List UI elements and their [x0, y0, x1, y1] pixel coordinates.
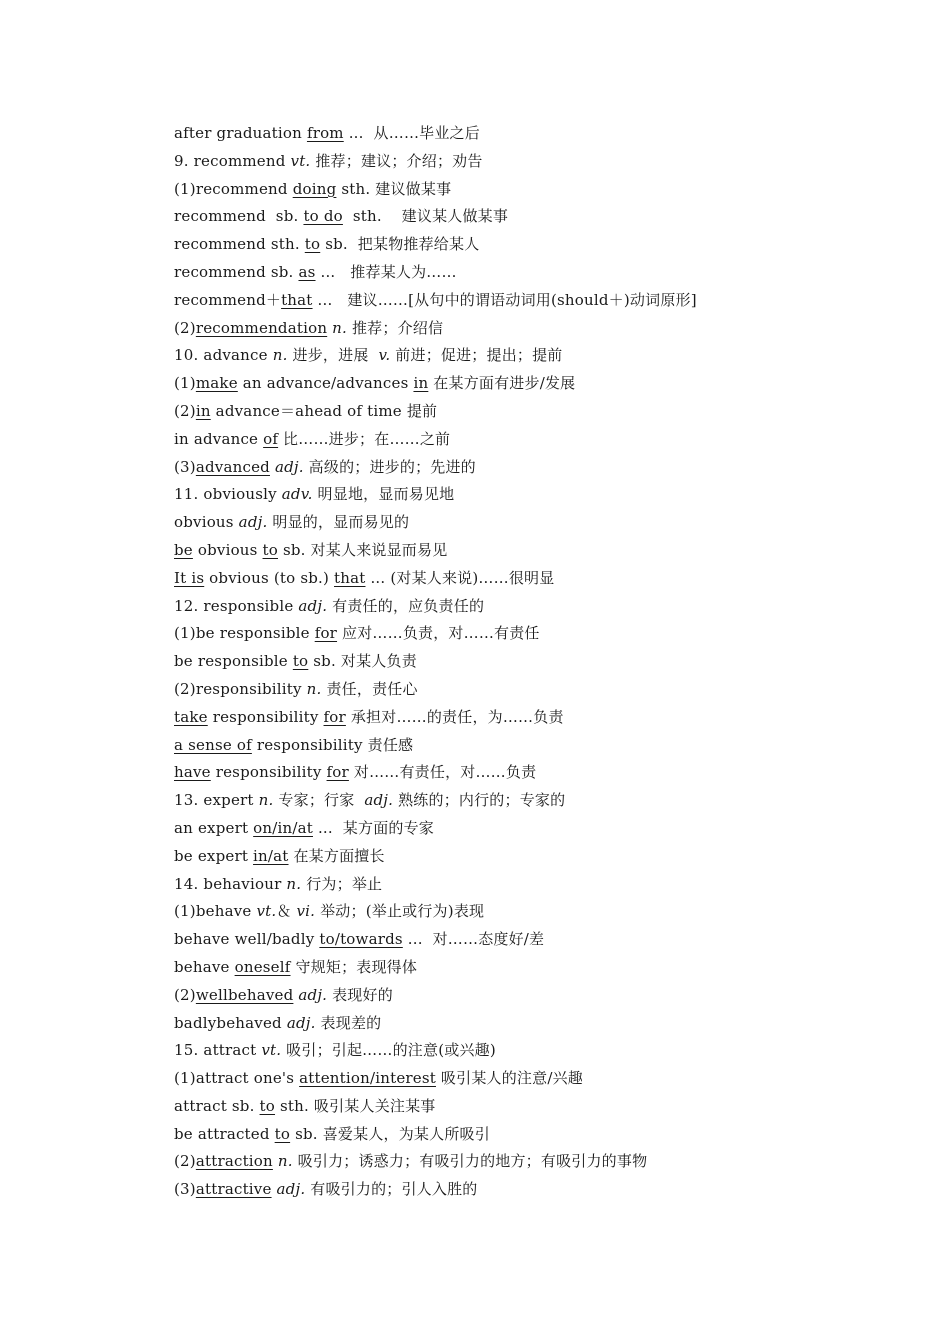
text-segment: ... 对……态度好/差: [402, 930, 545, 949]
answer-blank: in/at: [253, 846, 289, 865]
text-line: [174, 1121, 874, 1149]
answer-blank: oneself: [234, 957, 291, 976]
text-segment: (2): [174, 318, 196, 337]
text-segment: recommend＋: [174, 290, 282, 309]
text-line: [174, 982, 874, 1010]
text-line: [174, 787, 874, 815]
text-segment: 前进；促进；提出；提前: [390, 346, 563, 365]
text-segment: 15. attract: [174, 1041, 262, 1060]
text-segment: 13. expert: [174, 791, 259, 810]
answer-blank: to: [274, 1124, 291, 1143]
answer-blank: from: [306, 124, 344, 142]
part-of-speech: adj.: [298, 596, 328, 615]
text-line: [174, 871, 874, 899]
text-segment: 承担对……的责任，为……负责: [345, 707, 564, 726]
answer-blank: to: [262, 540, 278, 559]
part-of-speech: adv.: [281, 485, 313, 504]
text-segment: (1): [174, 374, 196, 393]
text-segment: 吸引某人的注意/兴趣: [435, 1069, 583, 1088]
text-line: [174, 676, 874, 704]
part-of-speech: adj.: [238, 513, 268, 532]
text-line: [174, 426, 874, 454]
text-segment: 明显地，显而易见地: [312, 485, 455, 504]
text-segment: be expert: [174, 846, 254, 865]
part-of-speech: adj.: [276, 1180, 306, 1199]
text-segment: 10. advance: [174, 346, 273, 365]
text-line: [174, 1176, 874, 1204]
text-segment: 熟练的；内行的；专家的: [393, 791, 566, 810]
text-segment: 有吸引力的；引人入胜的: [305, 1180, 478, 1199]
text-line: [174, 537, 874, 565]
text-line: [174, 759, 874, 787]
text-segment: (1)be responsible: [174, 624, 315, 643]
text-segment: ... 某方面的专家: [312, 818, 434, 837]
text-segment: behave: [174, 957, 235, 976]
part-of-speech: adj.: [364, 791, 394, 810]
text-segment: ... 从……毕业之后: [343, 124, 480, 142]
answer-blank: for: [314, 624, 338, 643]
text-segment: ... (对某人来说)……很明显: [365, 568, 555, 587]
text-segment: sb. 对某人来说显而易见: [278, 540, 448, 559]
text-line: [174, 315, 874, 343]
text-line: [174, 1037, 874, 1065]
text-segment: sb. 喜爱某人，为某人所吸引: [290, 1124, 490, 1143]
answer-blank: attractive: [195, 1180, 272, 1199]
part-of-speech: adj.: [286, 1013, 316, 1032]
text-segment: be attracted: [174, 1124, 275, 1143]
answer-blank: of: [263, 429, 279, 448]
text-segment: (2): [174, 401, 196, 420]
text-segment: 比……进步；在……之前: [278, 429, 451, 448]
text-segment: 11. obviously: [174, 485, 282, 504]
text-segment: obvious: [192, 540, 263, 559]
text-line: [174, 732, 874, 760]
text-segment: recommend sb.: [174, 207, 304, 226]
text-line: [174, 398, 874, 426]
text-segment: 9. recommend: [174, 151, 291, 170]
answer-blank: to: [292, 652, 309, 671]
answer-blank: It is: [174, 568, 205, 587]
text-segment: 对……有责任，对……负责: [348, 763, 537, 782]
text-segment: 表现差的: [315, 1013, 382, 1032]
part-of-speech: vt.: [261, 1041, 282, 1060]
text-line: [174, 593, 874, 621]
text-segment: 明显的，显而易见的: [267, 513, 410, 532]
answer-blank: be: [174, 540, 193, 559]
answer-blank: attention/interest: [299, 1069, 436, 1088]
text-segment: 行为；举止: [301, 874, 383, 893]
text-segment: sth. 建议某人做某事: [342, 207, 509, 226]
part-of-speech: n.: [332, 318, 347, 337]
text-line: [174, 1010, 874, 1038]
text-segment: 推荐；介绍信: [347, 318, 444, 337]
answer-blank: to do: [303, 207, 343, 226]
text-segment: ... 建议……[从句中的谓语动词用(should＋)动词原形]: [312, 290, 697, 309]
text-line: [174, 203, 874, 231]
text-segment: 在某方面擅长: [288, 846, 385, 865]
text-line: [174, 1093, 874, 1121]
text-line: [174, 898, 874, 926]
text-line: [174, 648, 874, 676]
answer-blank: have: [174, 763, 211, 782]
text-line: [174, 176, 874, 204]
answer-blank: to/towards: [319, 930, 403, 949]
text-line: [174, 620, 874, 648]
text-segment: 举动；(举止或行为)表现: [315, 902, 485, 921]
text-line: [174, 954, 874, 982]
part-of-speech: n.: [306, 679, 322, 698]
text-segment: recommend sth.: [174, 235, 305, 254]
answer-blank: make: [195, 374, 238, 393]
answer-blank: take: [174, 707, 208, 726]
answer-blank: that: [334, 568, 366, 587]
part-of-speech: n.: [286, 874, 302, 893]
answer-blank: attraction: [195, 1152, 273, 1171]
text-segment: (1)recommend: [174, 179, 293, 198]
text-line: [174, 815, 874, 843]
text-segment: (3): [174, 1180, 196, 1199]
answer-blank: as: [298, 262, 316, 281]
text-line: [174, 370, 874, 398]
text-line: [174, 926, 874, 954]
text-segment: (1)attract one's: [174, 1069, 300, 1088]
text-line: [174, 1148, 874, 1176]
text-segment: obvious: [174, 513, 239, 532]
text-segment: 责任，责任心: [321, 679, 418, 698]
answer-blank: for: [326, 763, 349, 782]
text-segment: behave well/badly: [174, 930, 320, 949]
part-of-speech: adj.: [274, 457, 304, 476]
text-segment: 进步，进展: [287, 346, 379, 365]
text-segment: 高级的；进步的；先进的: [303, 457, 476, 476]
part-of-speech: adj.: [298, 985, 328, 1004]
answer-blank: to: [259, 1096, 276, 1115]
text-segment: ＆: [276, 902, 297, 921]
text-segment: sth. 吸引某人关注某事: [275, 1096, 436, 1115]
text-segment: (2)responsibility: [174, 679, 307, 698]
text-segment: an advance/advances: [237, 374, 414, 393]
document-body: [174, 120, 874, 1204]
text-segment: (2): [174, 985, 196, 1004]
text-line: [174, 148, 874, 176]
text-line: [174, 342, 874, 370]
text-segment: sth. 建议做某事: [336, 179, 452, 198]
part-of-speech: vt.: [256, 902, 277, 921]
text-line: [174, 259, 874, 287]
text-segment: 吸引力；诱惑力；有吸引力的地方；有吸引力的事物: [292, 1152, 648, 1171]
text-segment: be responsible: [174, 652, 293, 671]
part-of-speech: vi.: [296, 902, 316, 921]
text-segment: responsibility: [210, 763, 327, 782]
text-segment: attract sb.: [174, 1096, 260, 1115]
text-segment: responsibility: [207, 707, 324, 726]
text-segment: 12. responsible: [174, 596, 299, 615]
part-of-speech: n.: [258, 791, 274, 810]
text-segment: (1)behave: [174, 902, 257, 921]
answer-blank: on/in/at: [253, 818, 313, 837]
text-segment: after graduation: [174, 124, 307, 142]
answer-blank: that: [281, 290, 313, 309]
part-of-speech: n.: [277, 1152, 293, 1171]
text-segment: badlybehaved: [174, 1013, 287, 1032]
text-segment: (2): [174, 1152, 196, 1171]
text-segment: 专家；行家: [273, 791, 365, 810]
text-segment: 守规矩；表现得体: [290, 957, 418, 976]
text-line: [174, 843, 874, 871]
text-line: [174, 1065, 874, 1093]
text-segment: in advance: [174, 429, 264, 448]
text-line: [174, 481, 874, 509]
text-segment: 应对……负责，对……有责任: [337, 624, 540, 643]
answer-blank: for: [323, 707, 346, 726]
text-segment: 有责任的，应负责任的: [327, 596, 485, 615]
part-of-speech: vt.: [290, 151, 311, 170]
text-segment: responsibility 责任感: [251, 735, 414, 754]
text-segment: 表现好的: [327, 985, 393, 1004]
text-segment: ... 推荐某人为……: [315, 262, 457, 281]
text-segment: 推荐；建议；介绍；劝告: [310, 151, 483, 170]
text-line: [174, 231, 874, 259]
text-line: [174, 454, 874, 482]
text-segment: sb. 把某物推荐给某人: [320, 235, 480, 254]
part-of-speech: v.: [378, 346, 391, 365]
answer-blank: doing: [292, 179, 337, 198]
text-line: [174, 120, 874, 148]
text-segment: advance＝ahead of time 提前: [210, 401, 438, 420]
text-segment: an expert: [174, 818, 254, 837]
text-line: [174, 509, 874, 537]
text-segment: 14. behaviour: [174, 874, 287, 893]
text-line: [174, 565, 874, 593]
text-segment: (3): [174, 457, 196, 476]
answer-blank: in: [413, 374, 429, 393]
answer-blank: wellbehaved: [195, 985, 294, 1004]
text-segment: 在某方面有进步/发展: [428, 374, 576, 393]
text-segment: obvious (to sb.): [204, 568, 335, 587]
text-line: [174, 704, 874, 732]
answer-blank: in: [195, 401, 211, 420]
answer-blank: to: [304, 235, 321, 254]
text-segment: recommend sb.: [174, 262, 299, 281]
text-line: [174, 287, 874, 315]
text-segment: 吸引；引起……的注意(或兴趣): [281, 1041, 496, 1060]
part-of-speech: n.: [272, 346, 288, 365]
answer-blank: a sense of: [174, 735, 252, 754]
answer-blank: recommendation: [195, 318, 328, 337]
text-segment: sb. 对某人负责: [308, 652, 417, 671]
answer-blank: advanced: [195, 457, 270, 476]
